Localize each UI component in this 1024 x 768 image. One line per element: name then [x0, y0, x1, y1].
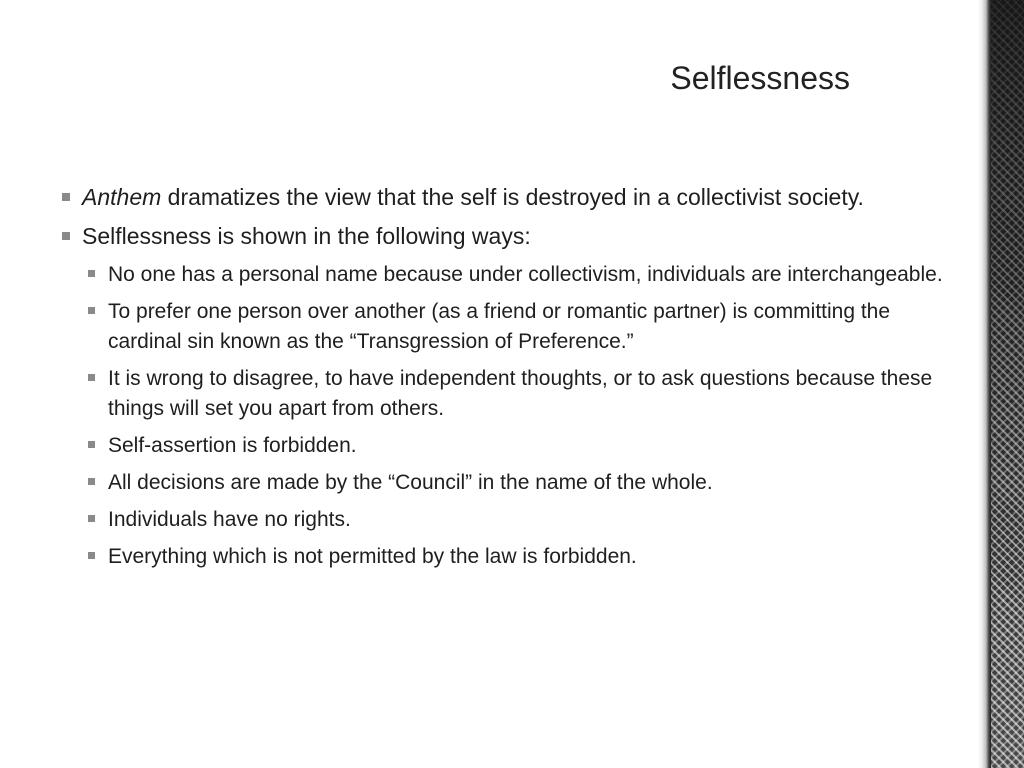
square-bullet-icon: [88, 441, 95, 448]
square-bullet-icon: [88, 478, 95, 485]
sub-bullet-text: No one has a personal name because under collectivism, individuals are interchangeable.: [108, 263, 943, 286]
sub-bullet-text: Individuals have no rights.: [108, 508, 351, 531]
square-bullet-icon: [62, 193, 70, 201]
sub-bullet-text: All decisions are made by the “Council” in the name of the whole.: [108, 471, 713, 494]
slide-title: Selflessness: [670, 60, 850, 96]
bullet-text: dramatizes the view that the self is destroyed in a collectivist society.: [161, 184, 864, 210]
decorative-side-band: [978, 0, 1024, 768]
square-bullet-icon: [88, 552, 95, 559]
sub-bullet-text: To prefer one person over another (as a friend or romantic partner) is committing the cardinal sin known as the “Transgression of Preference.”: [108, 300, 891, 353]
sub-bullet-text: Everything which is not permitted by the law is forbidden.: [108, 545, 637, 568]
side-band-fade: [991, 0, 1024, 768]
bullet-text: Selflessness is shown in the following ways:: [82, 223, 531, 249]
book-title: Anthem: [82, 184, 162, 210]
square-bullet-icon: [88, 515, 95, 522]
sub-bullet-item: [88, 260, 966, 290]
sub-bullet-text: It is wrong to disagree, to have independent thoughts, or to ask questions because these things will set you apart from others.: [108, 367, 933, 420]
sub-bullet-text: Self-assertion is forbidden.: [108, 434, 357, 457]
sub-bullet-item: [88, 468, 966, 498]
sub-bullet-item: [88, 297, 966, 357]
square-bullet-icon: [88, 270, 95, 277]
slide-content: [62, 182, 966, 579]
square-bullet-icon: [88, 374, 95, 381]
square-bullet-icon: [88, 307, 95, 314]
sub-bullet-item: [88, 364, 966, 424]
bullet-item: [62, 221, 966, 252]
sub-bullet-item: [88, 431, 966, 461]
sub-bullet-list: [88, 260, 966, 572]
bullet-item: [62, 182, 966, 213]
sub-bullet-item: [88, 542, 966, 572]
sub-bullet-item: [88, 505, 966, 535]
square-bullet-icon: [62, 232, 70, 240]
